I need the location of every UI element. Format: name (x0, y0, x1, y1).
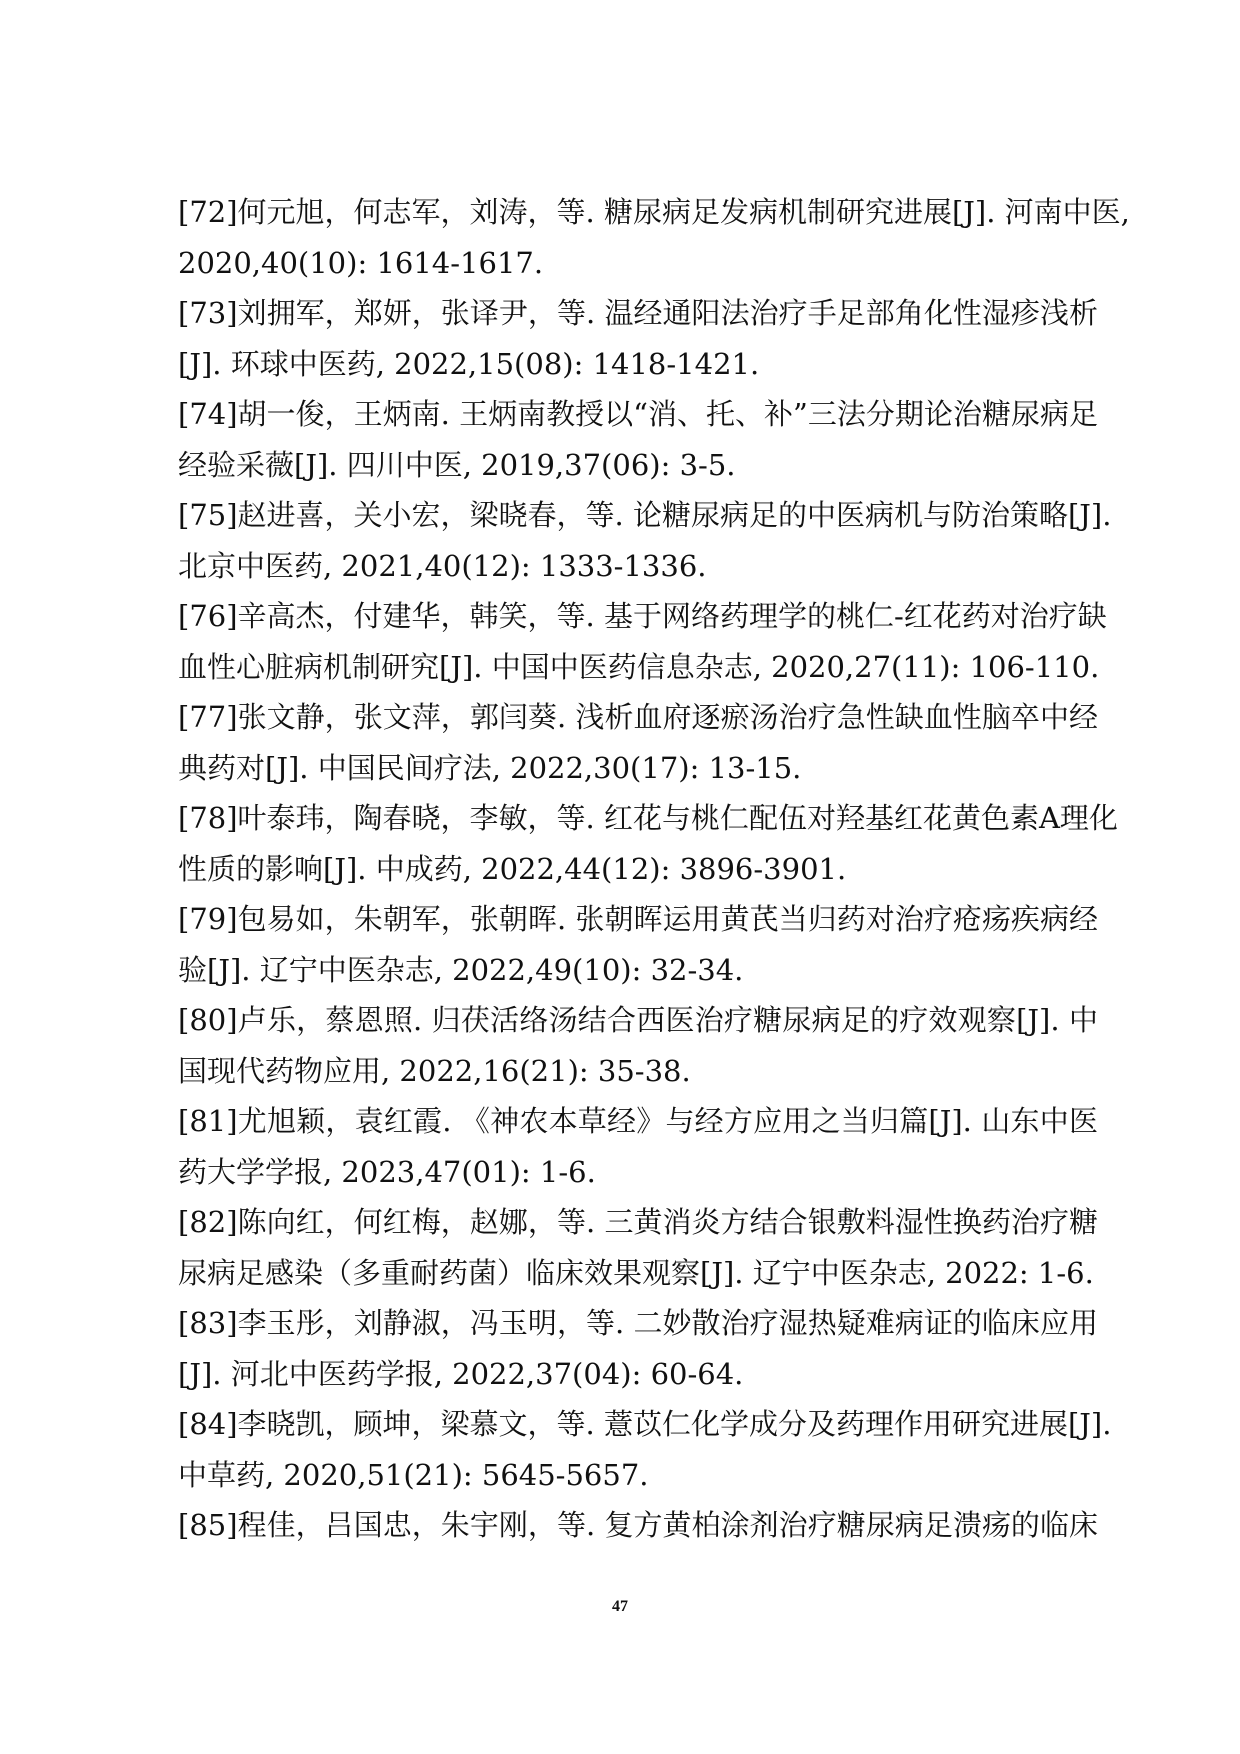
reference-line: [79]包易如，朱朝军，张朝晖. 张朝晖运用黄芪当归药对治疗疮疡疾病经 (178, 902, 1098, 936)
reference-line: [85]程佳，吕国忠，朱宇刚，等. 复方黄柏涂剂治疗糖尿病足溃疡的临床 (178, 1508, 1098, 1542)
reference-line: [75]赵进喜，关小宏，梁晓春，等. 论糖尿病足的中医病机与防治策略[J]. (178, 498, 1112, 532)
reference-line: 中草药, 2020,51(21): 5645-5657. (178, 1457, 649, 1492)
reference-entry-74 (178, 389, 1098, 490)
reference-line: [78]叶泰玮，陶春晓，李敏，等. 红花与桃仁配伍对羟基红花黄色素A理化 (178, 801, 1118, 835)
reference-line: 北京中医药, 2021,40(12): 1333-1336. (178, 548, 707, 583)
reference-line: 尿病足感染（多重耐药菌）临床效果观察[J]. 辽宁中医杂志, 2022: 1-6. (178, 1255, 1094, 1290)
page-number: 47 (612, 1598, 628, 1615)
reference-line: 2020,40(10): 1614-1617. (178, 245, 544, 280)
reference-line: 血性心脏病机制研究[J]. 中国中医药信息杂志, 2020,27(11): 106-110. (178, 649, 1100, 684)
reference-entry-76 (178, 591, 1107, 692)
reference-line: [73]刘拥军，郑妍，张译尹，等. 温经通阳法治疗手足部角化性湿疹浅析 (178, 296, 1098, 330)
reference-line: [84]李晓凯，顾坤，梁慕文，等. 薏苡仁化学成分及药理作用研究进展[J]. (178, 1407, 1112, 1441)
reference-line: [76]辛高杰，付建华，韩笑，等. 基于网络药理学的桃仁-红花药对治疗缺 (178, 599, 1107, 633)
reference-line: [77]张文静，张文萍，郭闫葵. 浅析血府逐瘀汤治疗急性缺血性脑卒中经 (178, 700, 1098, 734)
reference-entry-72 (178, 187, 1130, 288)
reference-line: 性质的影响[J]. 中成药, 2022,44(12): 3896-3901. (178, 851, 847, 886)
reference-line: [J]. 环球中医药, 2022,15(08): 1418-1421. (178, 346, 760, 381)
reference-line: [72]何元旭，何志军，刘涛，等. 糖尿病足发病机制研究进展[J]. 河南中医, (178, 195, 1130, 229)
reference-entry-83 (178, 1298, 1098, 1399)
reference-line: [80]卢乐，蔡恩照. 归茯活络汤结合西医治疗糖尿病足的疗效观察[J]. 中 (178, 1003, 1098, 1037)
reference-line: [J]. 河北中医药学报, 2022,37(04): 60-64. (178, 1356, 744, 1391)
reference-line: [83]李玉彤，刘静淑，冯玉明，等. 二妙散治疗湿热疑难病证的临床应用 (178, 1306, 1098, 1340)
reference-line: 国现代药物应用, 2022,16(21): 35-38. (178, 1053, 691, 1088)
reference-entry-82 (178, 1197, 1098, 1298)
reference-entry-80 (178, 995, 1098, 1096)
reference-entry-81 (178, 1096, 1098, 1197)
reference-line: [82]陈向红，何红梅，赵娜，等. 三黄消炎方结合银敷料湿性换药治疗糖 (178, 1205, 1098, 1239)
reference-entry-78 (178, 793, 1118, 894)
reference-entry-77 (178, 692, 1098, 793)
reference-entry-79 (178, 894, 1098, 995)
reference-entry-75 (178, 490, 1112, 591)
reference-entry-84 (178, 1399, 1112, 1500)
reference-line: 典药对[J]. 中国民间疗法, 2022,30(17): 13-15. (178, 750, 802, 785)
reference-list (178, 187, 1130, 1551)
reference-line: 验[J]. 辽宁中医杂志, 2022,49(10): 32-34. (178, 952, 744, 987)
reference-entry-85 (178, 1500, 1098, 1551)
reference-line: 经验采薇[J]. 四川中医, 2019,37(06): 3-5. (178, 447, 736, 482)
reference-line: [81]尤旭颖，袁红霞. 《神农本草经》与经方应用之当归篇[J]. 山东中医 (178, 1104, 1098, 1138)
reference-entry-73 (178, 288, 1098, 389)
reference-line: [74]胡一俊，王炳南. 王炳南教授以“消、托、补”三法分期论治糖尿病足 (178, 397, 1098, 431)
reference-line: 药大学学报, 2023,47(01): 1-6. (178, 1154, 596, 1189)
